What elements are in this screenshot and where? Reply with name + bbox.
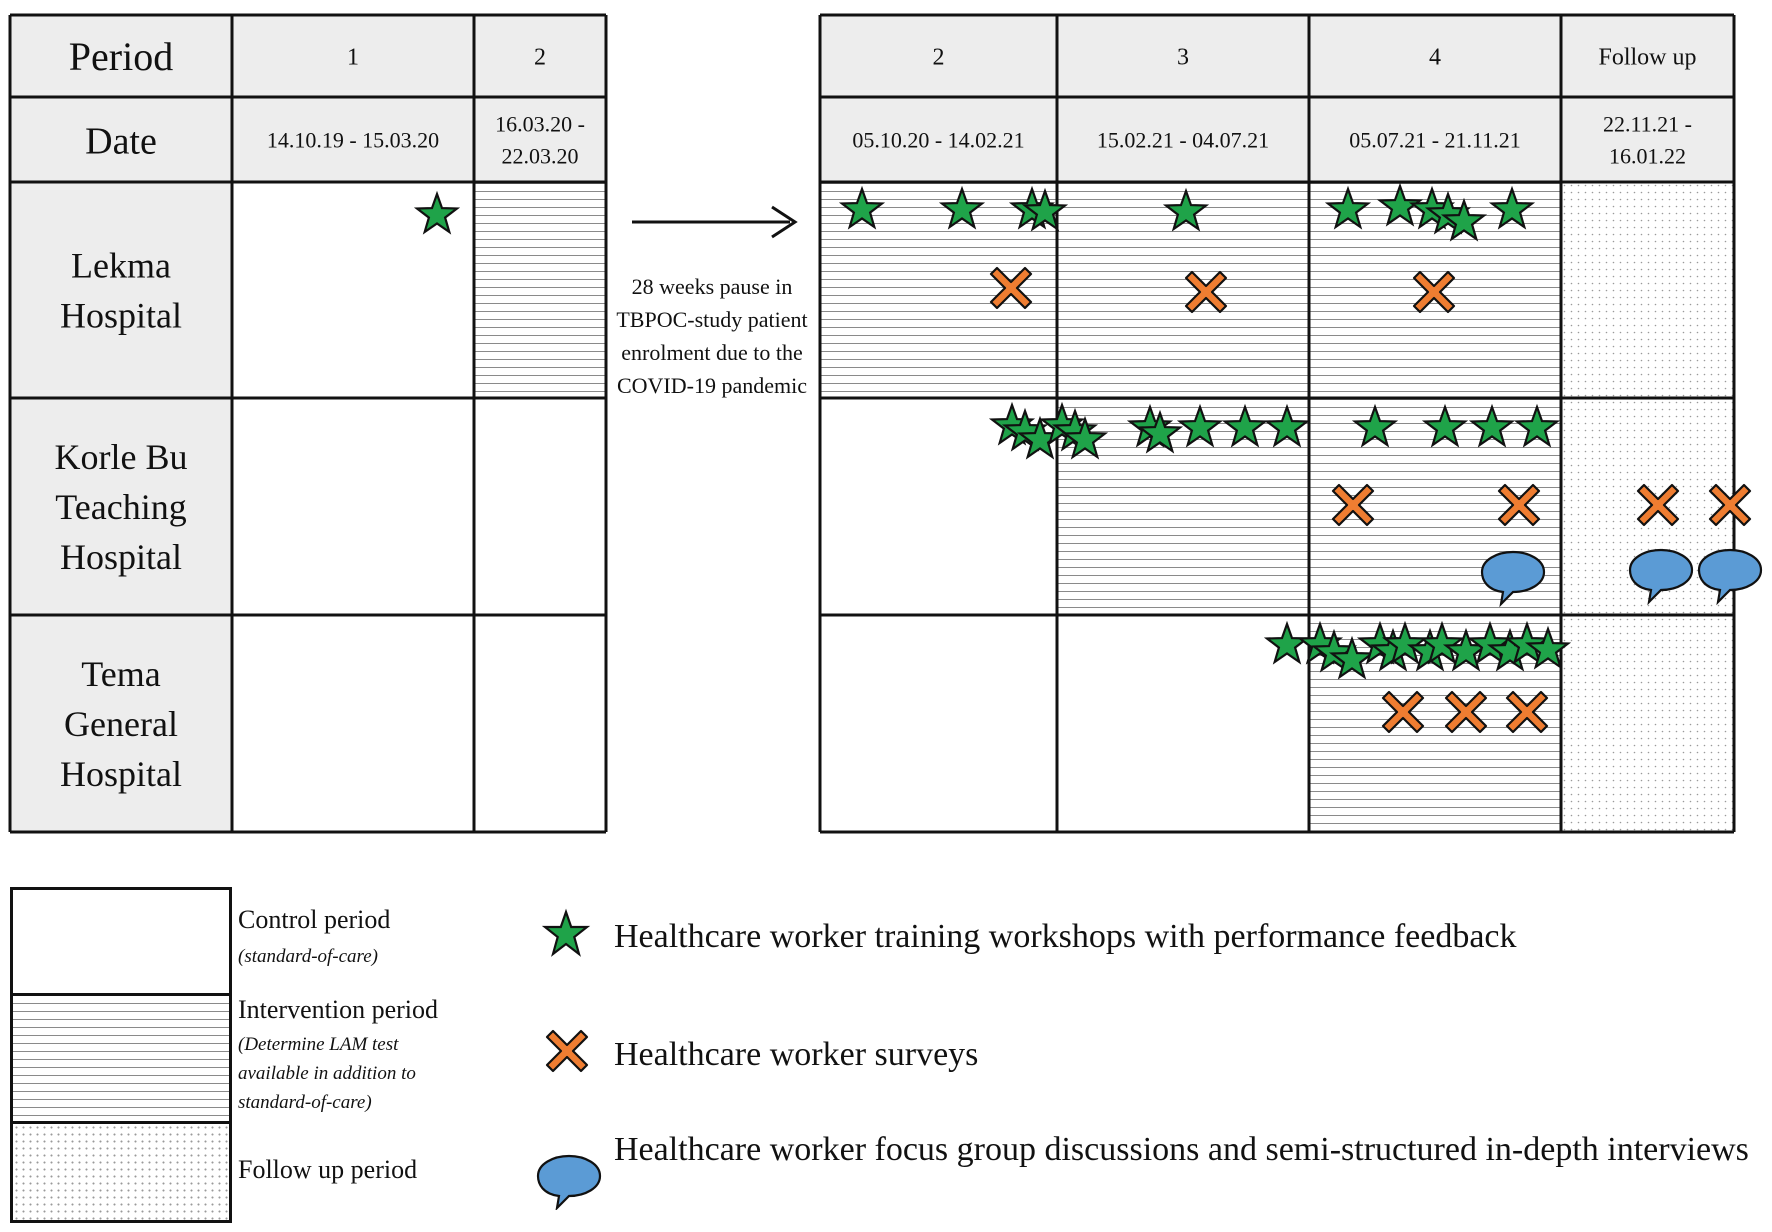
follow-up-period-label: Follow up period [238,1155,418,1184]
header-cell [474,97,606,182]
intervention-period-note: (Determine LAM test available in addition to standard-of-care) [238,1034,416,1113]
period-dates: 05.07.21 - 21.11.21 [1349,127,1521,153]
cross-icon [542,1026,592,1076]
period-cell-follow-up [1561,182,1734,398]
period-number: 1 [347,44,359,71]
period-cell-control [1057,615,1309,832]
period-number: 3 [1177,44,1189,71]
period-cell-follow-up [1561,615,1734,832]
intervention-period-swatch [13,996,229,1124]
period-number: Follow up [1598,44,1697,71]
pause-note: 28 weeks pause in TBPOC-study patient enrolment due to the COVID-19 pandemic [616,274,808,398]
period-dates: 16.03.20 -22.03.20 [495,111,585,169]
date-header-label: Date [85,120,157,163]
speech-bubble-icon [535,1150,603,1210]
survey-legend-label: Healthcare worker surveys [614,1036,979,1073]
period-cell-intervention [474,182,606,398]
control-period-swatch [13,890,229,996]
control-period-note: (standard-of-care) [238,946,379,967]
pause-arrow [632,207,795,237]
control-period-label: Control period [238,905,391,934]
header-cell [1561,97,1734,182]
period-number: 2 [534,44,546,71]
period-cell-control [232,398,474,615]
period-cell-control [820,615,1057,832]
hospital-name: Tema General Hospital [60,654,182,795]
hospital-name-cell [10,182,232,398]
star-icon [540,908,592,960]
period-cell-control [474,398,606,615]
period-cell-intervention [1057,398,1309,615]
period-cell-control [232,615,474,832]
period-header-label: Period [68,34,174,79]
period-dates: 14.10.19 - 15.03.20 [266,127,440,153]
focus-group-legend-label: Healthcare worker focus group discussions and semi-structured in-depth interviews [614,1131,1749,1168]
period-dates: 05.10.20 - 14.02.21 [852,127,1025,153]
hospital-name: Korle Bu Teaching Hospital [54,437,188,578]
period-legend [10,887,232,1223]
hospital-name: Lekma Hospital [60,245,182,336]
intervention-period-label: Intervention period [238,995,438,1024]
period-dates: 22.11.21 -16.01.22 [1602,111,1693,169]
follow-up-period-swatch [13,1124,229,1220]
period-number: 4 [1429,44,1441,71]
period-dates: 15.02.21 - 04.07.21 [1096,127,1270,153]
period-cell-control [474,615,606,832]
workshop-legend-label: Healthcare worker training workshops with performance feedback [614,918,1517,955]
period-number: 2 [932,44,945,71]
